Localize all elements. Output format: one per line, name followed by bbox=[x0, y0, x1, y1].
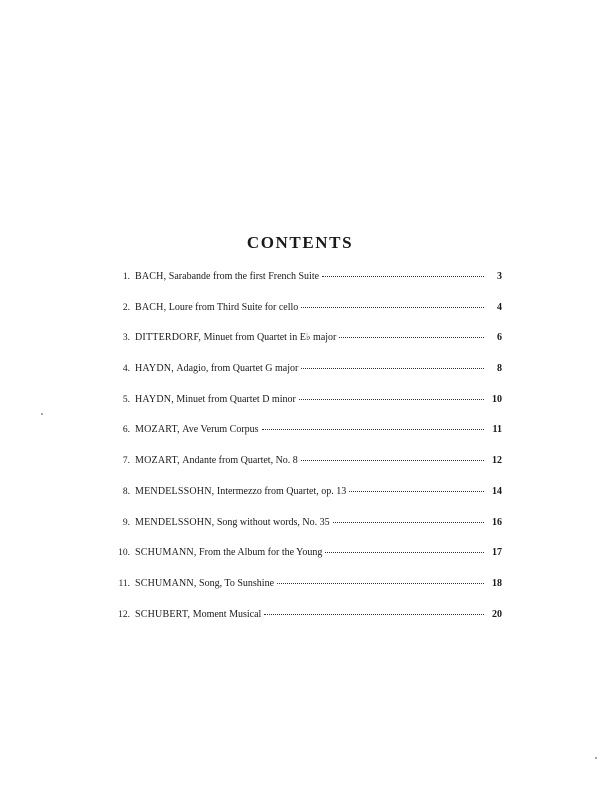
entry-work: Song, To Sunshine bbox=[199, 577, 275, 589]
entry-page-number: 8 bbox=[497, 363, 502, 375]
entry-number: 4. bbox=[122, 364, 130, 375]
entry-work: Andante from Quartet, No. 8 bbox=[182, 455, 298, 467]
dot-leader bbox=[301, 307, 484, 308]
entry-page-number: 4 bbox=[497, 301, 502, 313]
entry-page-number: 18 bbox=[492, 577, 502, 589]
entry-number: 2. bbox=[122, 302, 130, 313]
dot-leader bbox=[349, 491, 484, 492]
entry-page-number: 10 bbox=[492, 393, 502, 405]
entry-composer: DITTERDORF, bbox=[135, 332, 202, 344]
toc-entry-8 bbox=[110, 477, 502, 508]
entry-composer: MOZART, bbox=[135, 424, 180, 436]
entry-composer: SCHUMANN, bbox=[135, 577, 197, 589]
dot-leader bbox=[333, 522, 484, 523]
entry-work: Moment Musical bbox=[192, 608, 262, 620]
entry-page-number: 6 bbox=[497, 332, 502, 344]
entry-page-number: 12 bbox=[492, 455, 502, 467]
dot-leader bbox=[264, 614, 484, 615]
entry-page-number: 16 bbox=[492, 516, 502, 528]
entry-number: 12. bbox=[118, 609, 130, 620]
entry-work: Sarabande from the first French Suite bbox=[168, 271, 320, 282]
entry-work: Minuet from Quartet D minor bbox=[176, 393, 296, 405]
entry-work: Loure from Third Suite for cello bbox=[168, 301, 299, 313]
entry-number: 6. bbox=[122, 425, 130, 436]
scan-speck bbox=[41, 413, 43, 415]
entry-page-number: 14 bbox=[492, 485, 502, 497]
entry-page-number: 11 bbox=[492, 424, 502, 436]
page-title: CONTENTS bbox=[246, 233, 354, 252]
entry-number: 10. bbox=[118, 548, 130, 559]
entry-number: 7. bbox=[122, 456, 130, 467]
toc-entry-9 bbox=[110, 508, 502, 539]
entry-page-number: 20 bbox=[492, 608, 502, 620]
entry-work: From the Album for the Young bbox=[199, 547, 323, 559]
entry-work: Minuet from Quartet in E♭ major bbox=[203, 332, 337, 344]
toc-entry-4 bbox=[110, 354, 502, 385]
entry-composer: SCHUBERT, bbox=[135, 608, 191, 620]
toc-entry-7 bbox=[110, 446, 502, 477]
entry-work: Intermezzo from Quartet, op. 13 bbox=[216, 485, 347, 497]
toc-entry-12 bbox=[110, 600, 502, 631]
scan-speck bbox=[595, 757, 597, 759]
dot-leader bbox=[301, 460, 484, 461]
entry-number: 3. bbox=[122, 333, 130, 344]
entry-composer: HAYDN, bbox=[135, 363, 174, 375]
table-of-contents bbox=[110, 262, 502, 630]
entry-composer: SCHUMANN, bbox=[135, 547, 197, 559]
entry-composer: HAYDN, bbox=[135, 393, 174, 405]
entry-work: Adagio, from Quartet G major bbox=[176, 363, 299, 375]
entry-page-number: 3 bbox=[497, 271, 502, 282]
dot-leader bbox=[277, 583, 484, 584]
entry-composer: BACH, bbox=[135, 271, 167, 282]
entry-composer: BACH, bbox=[135, 301, 167, 313]
toc-entry-2 bbox=[110, 293, 502, 324]
toc-entry-11 bbox=[110, 569, 502, 600]
toc-entry-6 bbox=[110, 415, 502, 446]
toc-entry-3 bbox=[110, 323, 502, 354]
dot-leader bbox=[339, 337, 484, 338]
entry-work: Ave Verum Corpus bbox=[182, 424, 259, 436]
entry-number: 5. bbox=[122, 394, 130, 405]
dot-leader bbox=[325, 552, 484, 553]
toc-entry-10 bbox=[110, 538, 502, 569]
entry-number: 8. bbox=[122, 486, 130, 497]
entry-number: 9. bbox=[122, 517, 130, 528]
dot-leader bbox=[301, 368, 484, 369]
entry-composer: MENDELSSOHN, bbox=[135, 485, 215, 497]
dot-leader bbox=[262, 429, 484, 430]
dot-leader bbox=[299, 399, 484, 400]
entry-composer: MOZART, bbox=[135, 455, 180, 467]
entry-composer: MENDELSSOHN, bbox=[135, 516, 215, 528]
entry-work: Song without words, No. 35 bbox=[216, 516, 330, 528]
entry-number: 11. bbox=[118, 578, 130, 589]
entry-page-number: 17 bbox=[492, 547, 502, 559]
entry-number: 1. bbox=[122, 272, 130, 282]
toc-entry-1 bbox=[110, 262, 502, 293]
dot-leader bbox=[322, 276, 484, 277]
toc-entry-5 bbox=[110, 385, 502, 416]
